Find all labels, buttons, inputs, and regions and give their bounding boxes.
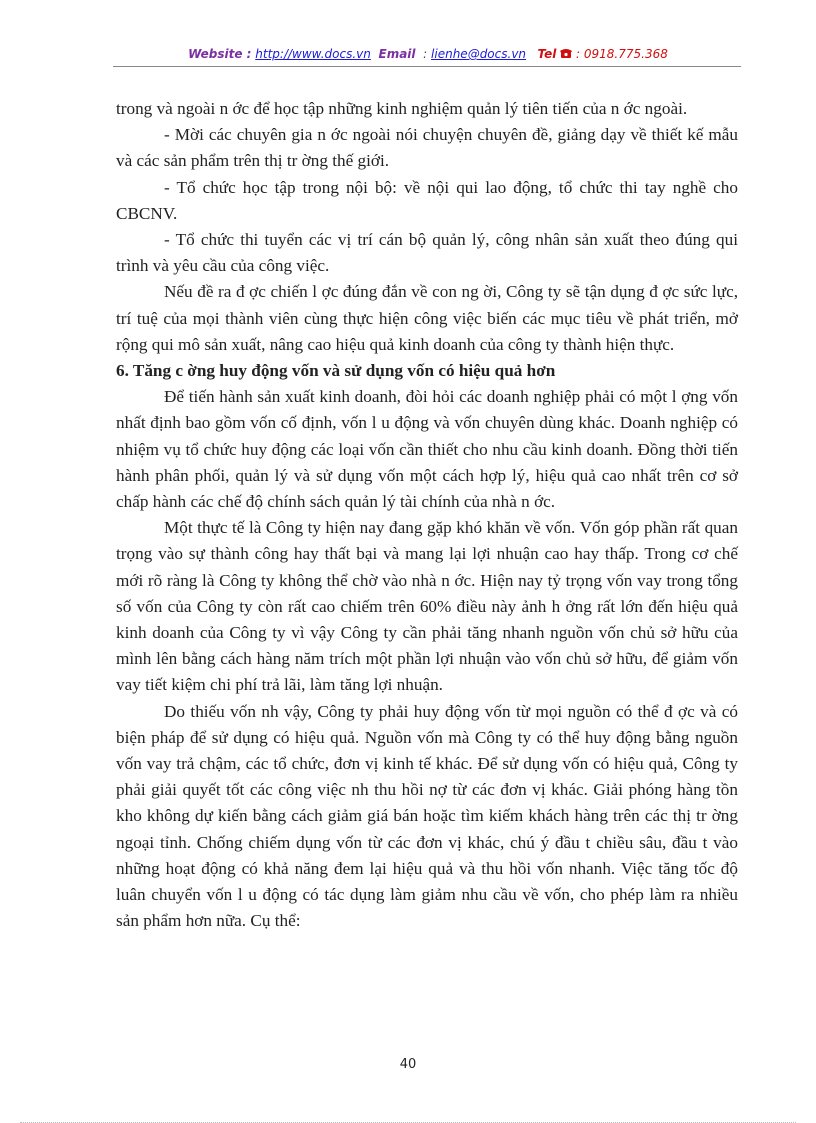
website-label: Website : <box>188 47 252 61</box>
section-heading: 6. Tăng c ờng huy động vốn và sử dụng vốn có hiệu quả hơn <box>116 361 556 381</box>
paragraph-3: - Tổ chức học tập trong nội bộ: về nội qui lao động, tổ chức thi tay nghề cho CBCNV. <box>116 177 738 223</box>
website-link[interactable]: http://www.docs.vn <box>255 47 371 61</box>
tel-label: Tel <box>537 47 557 61</box>
tel-number: : 0918.775.368 <box>576 47 668 61</box>
email-link[interactable]: lienhe@docs.vn <box>431 47 527 61</box>
page-header <box>115 47 741 65</box>
paragraph-8: Do thiếu vốn nh vậy, Công ty phải huy động vốn từ mọi nguồn có thể đ ợc và có biện pháp để sử dụng có hiệu quả. Nguồn vốn mà Công ty có thể huy động bằng nguồn vốn vay trả chậm, các tổ chức, đơn vị kinh tế khác. Để sử dụng vốn có hiệu quả, Công ty phải giải quyết tốt các công việc nh thu hồi nợ từ các đơn vị khác. Giải phóng hàng tồn kho không dự kiến bằng cách giảm giá bán hoặc tìm kiếm khách hàng trên các thị tr ờng ngoại tỉnh. Chống chiếm dụng vốn từ các đơn vị khác, chú ý đầu t chiều sâu, đầu t vào những hoạt động có khả năng đem lại hiệu quả và thu hồi vốn nhanh. Việc tăng tốc độ luân chuyển vốn l u động có tác dụng làm giảm nhu cầu về vốn, cho phép làm ra nhiều sản phẩm hơn nữa. Cụ thể: <box>116 701 738 931</box>
document-body <box>116 96 738 935</box>
paragraph-1: trong và ngoài n ớc để học tập những kinh nghiệm quản lý tiên tiến của n ớc ngoài. <box>116 99 688 118</box>
telephone-icon <box>560 48 572 59</box>
paragraph-7: Một thực tế là Công ty hiện nay đang gặp khó khăn về vốn. Vốn góp phần rất quan trọng vào sự thành công hay thất bại và mang lại lợi nhuận cao hay thấp. Trong cơ chế mới rõ ràng là Công ty không thể chờ vào nhà n ớc. Hiện nay tỷ trọng vốn vay trong tổng số vốn của Công ty còn rất cao chiếm trên 60% điều này ảnh h ởng rất lớn đến hiệu quả kinh doanh của Công ty vì vậy Công ty cần phải tăng nhanh nguồn vốn chủ sở hữu của mình lên bằng cách hàng năm trích một phần lợi nhuận vào vốn chủ sở hữu, để giảm vốn vay tiết kiệm chi phí trả lãi, làm tăng lợi nhuận. <box>116 518 738 695</box>
paragraph-5: Nếu đề ra đ ợc chiến l ợc đúng đắn về con ng ời, Công ty sẽ tận dụng đ ợc sức lực, trí tuệ của mọi thành viên cùng thực hiện công việc biến các mục tiêu về phát triển, mở rộng qui mô sản xuất, nâng cao hiệu quả kinh doanh của công ty thành hiện thực. <box>116 282 738 354</box>
paragraph-6: Để tiến hành sản xuất kinh doanh, đòi hỏi các doanh nghiệp phải có một l ợng vốn nhất định bao gồm vốn cố định, vốn l u động và vốn chuyên dùng khác. Doanh nghiệp có nhiệm vụ tổ chức huy động các loại vốn cần thiết cho nhu cầu kinh doanh. Đồng thời tiến hành phân phối, quản lý và sử dụng vốn một cách hợp lý, hiệu quả cao nhất trên cơ sở chấp hành các chế độ chính sách quản lý tài chính của nhà n ớc. <box>116 387 738 512</box>
page-number: 40 <box>399 1057 417 1072</box>
email-label: Email <box>378 47 416 61</box>
header-divider <box>113 66 741 67</box>
paragraph-2: - Mời các chuyên gia n ớc ngoài nói chuyện chuyên đề, giảng dạy về thiết kế mẫu và các sản phẩm trên thị tr ờng thế giới. <box>116 125 738 171</box>
email-separator: : <box>423 47 428 61</box>
paragraph-4: - Tổ chức thi tuyển các vị trí cán bộ quản lý, công nhân sản xuất theo đúng qui trình và yêu cầu của công việc. <box>116 230 738 276</box>
